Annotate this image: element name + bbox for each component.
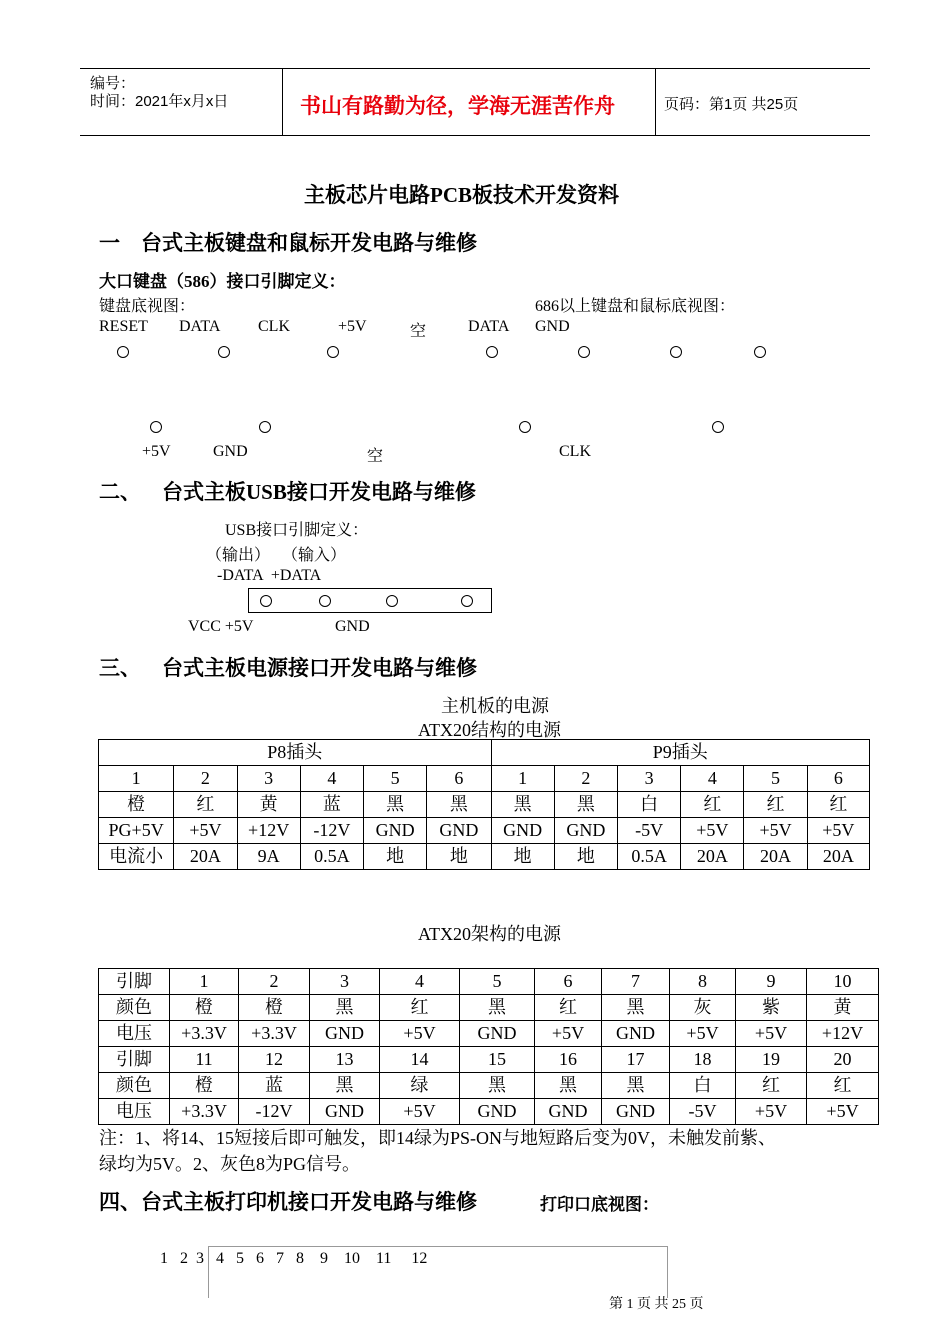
usb-pin-circle: [461, 595, 473, 607]
printer-bottom-view-caption: 打印口底视图：: [540, 1195, 659, 1214]
table-cell: 地: [554, 844, 617, 870]
pin-label-data-2: DATA: [468, 318, 510, 335]
p9-group-header: P9插头: [491, 740, 870, 766]
table-cell: +3.3V: [170, 1021, 239, 1047]
table-cell: PG+5V: [99, 818, 174, 844]
table-cell: GND: [460, 1099, 535, 1125]
table-cell: 白: [617, 792, 680, 818]
pin-circle: [754, 346, 766, 358]
pin-circle: [712, 421, 724, 433]
table-cell: 紫: [736, 995, 807, 1021]
table-cell: +5V: [535, 1021, 602, 1047]
note-line-2: 绿均为5V。2、灰色8为PG信号。: [99, 1154, 361, 1174]
table-cell: +12V: [237, 818, 300, 844]
table-cell: 2: [239, 969, 310, 995]
header-number-label: 编号：: [90, 75, 136, 92]
pin-label-clk: CLK: [258, 318, 290, 335]
table-cell: 18: [670, 1047, 736, 1073]
pin-circle: [117, 346, 129, 358]
table-cell: 黑: [427, 792, 491, 818]
table-cell: 黑: [554, 792, 617, 818]
table-cell: 红: [807, 792, 869, 818]
usb-power-left: VCC +5V: [188, 618, 254, 635]
header-time-label: 时间：2021年x月x日: [90, 93, 229, 110]
pin-label-empty: 空: [410, 323, 427, 340]
table-cell: +5V: [736, 1021, 807, 1047]
table-cell: 15: [460, 1047, 535, 1073]
table-cell: 0.5A: [300, 844, 363, 870]
section2-heading: 二、 台式主板USB接口开发电路与维修: [99, 480, 476, 504]
table-row: [99, 995, 879, 1021]
atx20-structure-caption: ATX20结构的电源: [418, 720, 561, 740]
pin-circle: [218, 346, 230, 358]
table-cell: 14: [380, 1047, 460, 1073]
table-cell: 6: [427, 766, 491, 792]
table-cell: 2: [174, 766, 237, 792]
table-cell: 橙: [170, 995, 239, 1021]
table-cell: 4: [380, 969, 460, 995]
table-cell: 4: [681, 766, 744, 792]
table-cell: +5V: [174, 818, 237, 844]
table-cell: 黄: [807, 995, 879, 1021]
table-cell: 1: [491, 766, 554, 792]
p8-group-header: P8插头: [99, 740, 492, 766]
table-cell: 黑: [363, 792, 426, 818]
table-cell: GND: [535, 1099, 602, 1125]
table-cell: 6: [535, 969, 602, 995]
note-line-1: 注：1、将14、15短接后即可触发，即14绿为PS-ON与地短路后变为0V，未触发前紫、: [99, 1128, 777, 1148]
table-cell: 4: [300, 766, 363, 792]
table-cell: 黑: [602, 995, 670, 1021]
table-cell: +3.3V: [239, 1021, 310, 1047]
pin-label-5v: +5V: [338, 318, 367, 335]
table-cell: 20: [807, 1047, 879, 1073]
header-divider-left: [282, 68, 283, 136]
usb-io-labels: （输出） （输入）: [206, 547, 347, 564]
printer-port-top-edge: [208, 1246, 668, 1247]
table-cell: 9A: [237, 844, 300, 870]
table-cell: 19: [736, 1047, 807, 1073]
table-cell: 16: [535, 1047, 602, 1073]
usb-power-right: GND: [335, 618, 370, 635]
table-cell: 白: [670, 1073, 736, 1099]
table-cell: 电压: [99, 1021, 170, 1047]
table-cell: 7: [602, 969, 670, 995]
table-cell: 引脚: [99, 969, 170, 995]
table-cell: GND: [602, 1021, 670, 1047]
table-cell: GND: [602, 1099, 670, 1125]
table-cell: -5V: [670, 1099, 736, 1125]
table-cell: -12V: [239, 1099, 310, 1125]
table-row: [99, 969, 879, 995]
table-cell: 黑: [310, 995, 380, 1021]
pin-label-reset: RESET: [99, 318, 148, 335]
table-cell: GND: [554, 818, 617, 844]
table-cell: 1: [170, 969, 239, 995]
table-cell: 蓝: [239, 1073, 310, 1099]
table-cell: 3: [237, 766, 300, 792]
table-row: [99, 1047, 879, 1073]
table-cell: +5V: [807, 1099, 879, 1125]
pin-circle: [670, 346, 682, 358]
pin-circle: [486, 346, 498, 358]
pin-circle: [519, 421, 531, 433]
pin-circle: [259, 421, 271, 433]
table-row: [99, 1099, 879, 1125]
table-cell: +3.3V: [170, 1099, 239, 1125]
table-cell: 11: [170, 1047, 239, 1073]
table-cell: 5: [363, 766, 426, 792]
header-divider-right: [655, 68, 656, 136]
table-cell: 蓝: [300, 792, 363, 818]
table-cell: 红: [174, 792, 237, 818]
table-cell: 黑: [491, 792, 554, 818]
printer-pin-numbers: 1 2 3 4 5 6 7 8 9 10 11 12: [160, 1250, 428, 1267]
footer-page-number: 第 1 页 共 25 页: [609, 1297, 704, 1312]
header-bottom-rule: [80, 135, 870, 136]
usb-pin-title: USB接口引脚定义：: [225, 522, 369, 539]
table-cell: 橙: [99, 792, 174, 818]
table-row: [99, 1073, 879, 1099]
table-cell: 橙: [239, 995, 310, 1021]
table-cell: 10: [807, 969, 879, 995]
table-cell: 黑: [602, 1073, 670, 1099]
table-cell: +5V: [807, 818, 869, 844]
table-cell: GND: [363, 818, 426, 844]
table-cell: 电流小: [99, 844, 174, 870]
header-motto: 书山有路勤为径，学海无涯苦作舟: [300, 95, 615, 118]
table-cell: 引脚: [99, 1047, 170, 1073]
table-cell: 20A: [174, 844, 237, 870]
table-cell: 黑: [535, 1073, 602, 1099]
pin-label-gnd-bottom: GND: [213, 443, 248, 460]
table-cell: 20A: [744, 844, 807, 870]
table-cell: -12V: [300, 818, 363, 844]
table-cell: GND: [460, 1021, 535, 1047]
pin-label-data: DATA: [179, 318, 221, 335]
section1-heading: 一 台式主板键盘和鼠标开发电路与维修: [99, 231, 477, 255]
table-cell: 9: [736, 969, 807, 995]
table-cell: 17: [602, 1047, 670, 1073]
pin-circle: [150, 421, 162, 433]
table-cell: 8: [670, 969, 736, 995]
section4-heading: 四、台式主板打印机接口开发电路与维修: [99, 1190, 477, 1214]
table-cell: +12V: [807, 1021, 879, 1047]
usb-pin-circle: [260, 595, 272, 607]
table-cell: 5: [460, 969, 535, 995]
table-cell: 黄: [237, 792, 300, 818]
table-cell: 13: [310, 1047, 380, 1073]
table-cell: +5V: [744, 818, 807, 844]
header-top-rule: [80, 68, 870, 69]
section1-subheading: 大口键盘（586）接口引脚定义：: [99, 272, 346, 291]
table-cell: 电压: [99, 1099, 170, 1125]
table-cell: 颜色: [99, 1073, 170, 1099]
table-cell: +5V: [681, 818, 744, 844]
table-cell: 1: [99, 766, 174, 792]
section3-heading: 三、 台式主板电源接口开发电路与维修: [99, 656, 477, 680]
usb-connector-outline: [248, 588, 492, 613]
table-cell: 颜色: [99, 995, 170, 1021]
table-cell: 红: [744, 792, 807, 818]
table-cell: GND: [427, 818, 491, 844]
table-cell: 6: [807, 766, 869, 792]
ps2-bottom-view-caption: 686以上键盘和鼠标底视图：: [535, 298, 736, 315]
table-cell: 黑: [310, 1073, 380, 1099]
table-cell: 地: [491, 844, 554, 870]
table-cell: +5V: [736, 1099, 807, 1125]
table-cell: GND: [310, 1021, 380, 1047]
table-cell: 灰: [670, 995, 736, 1021]
power-caption: 主机板的电源: [441, 696, 549, 716]
pin-circle: [578, 346, 590, 358]
usb-pin-circle: [319, 595, 331, 607]
table-cell: 3: [617, 766, 680, 792]
table-row: [99, 818, 870, 844]
keyboard-bottom-view-caption: 键盘底视图：: [99, 298, 196, 315]
table-row: [99, 844, 870, 870]
table-cell: 橙: [170, 1073, 239, 1099]
usb-data-labels: -DATA +DATA: [217, 567, 322, 584]
table-cell: 0.5A: [617, 844, 680, 870]
table-cell: +5V: [380, 1099, 460, 1125]
table-cell: 红: [380, 995, 460, 1021]
table-cell: -5V: [617, 818, 680, 844]
atx20-pin-table: [98, 968, 879, 1125]
table-cell: 5: [744, 766, 807, 792]
table-row: [99, 792, 870, 818]
table-cell: 绿: [380, 1073, 460, 1099]
pin-label-clk-bottom: CLK: [559, 443, 591, 460]
printer-port-right-edge: [667, 1246, 668, 1298]
pin-label-gnd: GND: [535, 318, 570, 335]
table-cell: 红: [681, 792, 744, 818]
document-title: 主板芯片电路PCB板技术开发资料: [304, 183, 619, 207]
table-cell: 黑: [460, 995, 535, 1021]
table-cell: 2: [554, 766, 617, 792]
table-cell: 红: [807, 1073, 879, 1099]
table-cell: 红: [535, 995, 602, 1021]
table-cell: GND: [491, 818, 554, 844]
table-cell: 红: [736, 1073, 807, 1099]
table-cell: +5V: [380, 1021, 460, 1047]
table-cell: +5V: [670, 1021, 736, 1047]
table-cell: GND: [310, 1099, 380, 1125]
pin-label-empty-bottom: 空: [367, 448, 384, 465]
pin-circle: [327, 346, 339, 358]
p8-p9-power-table: [98, 739, 870, 870]
atx20-architecture-caption: ATX20架构的电源: [418, 924, 561, 944]
header-page-label: 页码：第1页 共25页: [664, 96, 799, 113]
pin-label-5v-bottom: +5V: [142, 443, 171, 460]
table-cell: 地: [427, 844, 491, 870]
usb-pin-circle: [386, 595, 398, 607]
table-cell: 3: [310, 969, 380, 995]
table-row: [99, 766, 870, 792]
table-cell: 地: [363, 844, 426, 870]
table-cell: 12: [239, 1047, 310, 1073]
table-row: [99, 1021, 879, 1047]
table-cell: 20A: [681, 844, 744, 870]
table-cell: 20A: [807, 844, 869, 870]
table-cell: 黑: [460, 1073, 535, 1099]
